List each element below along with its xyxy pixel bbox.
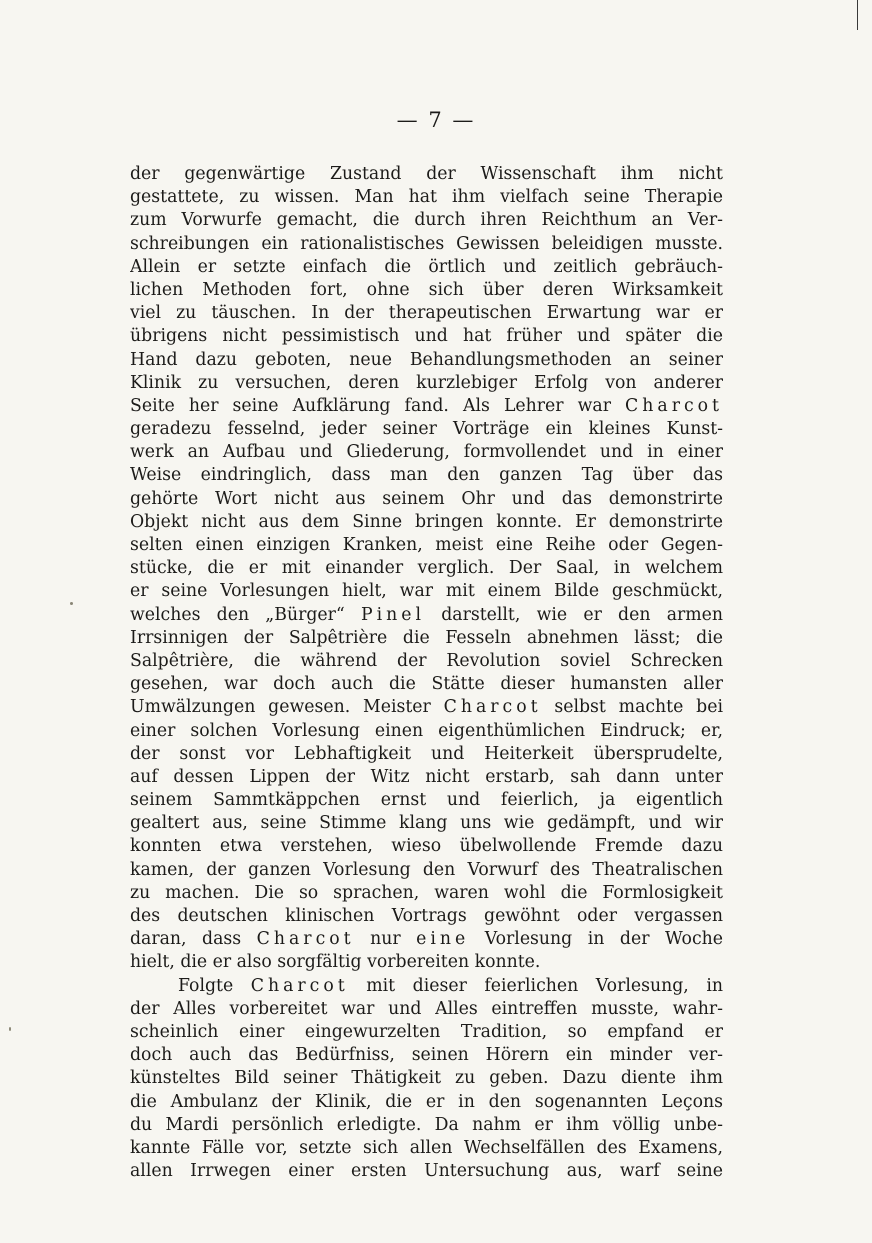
text-line: Irrsinnigen der Salpêtrière die Fesseln abnehmen lässt; die [130,627,723,648]
text-line: kannte Fälle vor, setzte sich allen Wechselfällen des Examens, [130,1137,723,1158]
text-line: welches den „Bürger“ Pinel darstellt, wie er den armen [130,604,723,625]
text-line: schreibungen ein rationalistisches Gewissen beleidigen musste. [130,233,723,254]
text-line: gestattete, zu wissen. Man hat ihm vielfach seine Therapie [130,187,723,208]
text-line: Objekt nicht aus dem Sinne bringen konnte. Er demonstrirte [130,511,723,532]
text-line: scheinlich einer eingewurzelten Tradition, so empfand er [130,1021,723,1042]
text-line: die Ambulanz der Klinik, die er in den sogenannten Leçons [130,1091,723,1112]
text-line: einer solchen Vorlesung einen eigenthümlichen Eindruck; er, [130,720,723,741]
text-line: der Alles vorbereitet war und Alles eintreffen musste, wahr- [130,998,723,1019]
text-line: auf dessen Lippen der Witz nicht erstarb, sah dann unter [130,766,723,787]
text-line: Umwälzungen gewesen. Meister Charcot selbst machte bei [130,697,723,718]
text-line: allen Irrwegen einer ersten Untersuchung aus, warf seine [130,1161,723,1182]
text-line: des deutschen klinischen Vortrags gewöhnt oder vergassen [130,906,723,926]
text-line: kamen, der ganzen Vorlesung den Vorwurf des Theatralischen [130,859,723,880]
page-edge-mark [857,0,858,30]
text-line: gehörte Wort nicht aus seinem Ohr und das demonstrirte [130,488,723,509]
text-line: Hand dazu geboten, neue Behandlungsmethoden an seiner [130,349,723,370]
paper-speck [70,602,73,605]
text-line: daran, dass Charcot nur eine Vorlesung in der Woche [130,929,723,950]
text-line: lichen Methoden fort, ohne sich über deren Wirksamkeit [130,279,723,300]
text-line: gealtert aus, seine Stimme klang uns wie gedämpft, und wir [130,813,723,834]
text-line: der gegenwärtige Zustand der Wissenschaft ihm nicht [130,164,723,184]
text-line-paragraph-end: hielt, die er also sorgfältig vorbereiten konnte. [130,952,541,973]
text-line: übrigens nicht pessimistisch und hat früher und später die [130,326,723,347]
text-line: selten einen einzigen Kranken, meist eine Reihe oder Gegen- [130,535,723,555]
text-line: konnten etwa verstehen, wieso übelwollende Fremde dazu [130,836,723,857]
body-text [130,163,723,1183]
text-line: geradezu fesselnd, jeder seiner Vorträge ein kleines Kunst- [130,419,723,440]
text-line: er seine Vorlesungen hielt, war mit einem Bilde geschmückt, [130,581,723,602]
text-line: seinem Sammtkäppchen ernst und feierlich, ja eigentlich [130,790,723,811]
text-line: künsteltes Bild seiner Thätigkeit zu geben. Dazu diente ihm [130,1068,723,1089]
text-line: werk an Aufbau und Gliederung, formvollendet und in einer [130,442,723,463]
paper-speck [9,1027,11,1031]
text-line: Klinik zu versuchen, deren kurzlebiger Erfolg von anderer [130,372,723,393]
text-line: zu machen. Die so sprachen, waren wohl die Formlosigkeit [130,882,723,903]
text-line: doch auch das Bedürfniss, seinen Hörern ein minder ver- [130,1045,723,1066]
text-line: viel zu täuschen. In der therapeutischen Erwartung war er [130,303,723,324]
text-line: Weise eindringlich, dass man den ganzen Tag über das [130,465,723,486]
text-line: stücke, die er mit einander verglich. Der Saal, in welchem [130,558,723,579]
text-line: Seite her seine Aufklärung fand. Als Lehrer war Charcot [130,395,723,416]
page-number: — 7 — [396,108,476,132]
text-line: gesehen, war doch auch die Stätte dieser humansten aller [130,674,723,695]
text-line: Salpêtrière, die während der Revolution soviel Schrecken [130,650,723,671]
text-line: zum Vorwurfe gemacht, die durch ihren Reichthum an Ver- [130,210,723,231]
text-line-paragraph-start: Folgte Charcot mit dieser feierlichen Vorlesung, in [178,975,723,996]
text-line: Allein er setzte einfach die örtlich und zeitlich gebräuch- [130,256,723,277]
text-line: der sonst vor Lebhaftigkeit und Heiterkeit übersprudelte, [130,743,723,764]
text-line: du Mardi persönlich erledigte. Da nahm er ihm völlig unbe- [130,1114,723,1135]
